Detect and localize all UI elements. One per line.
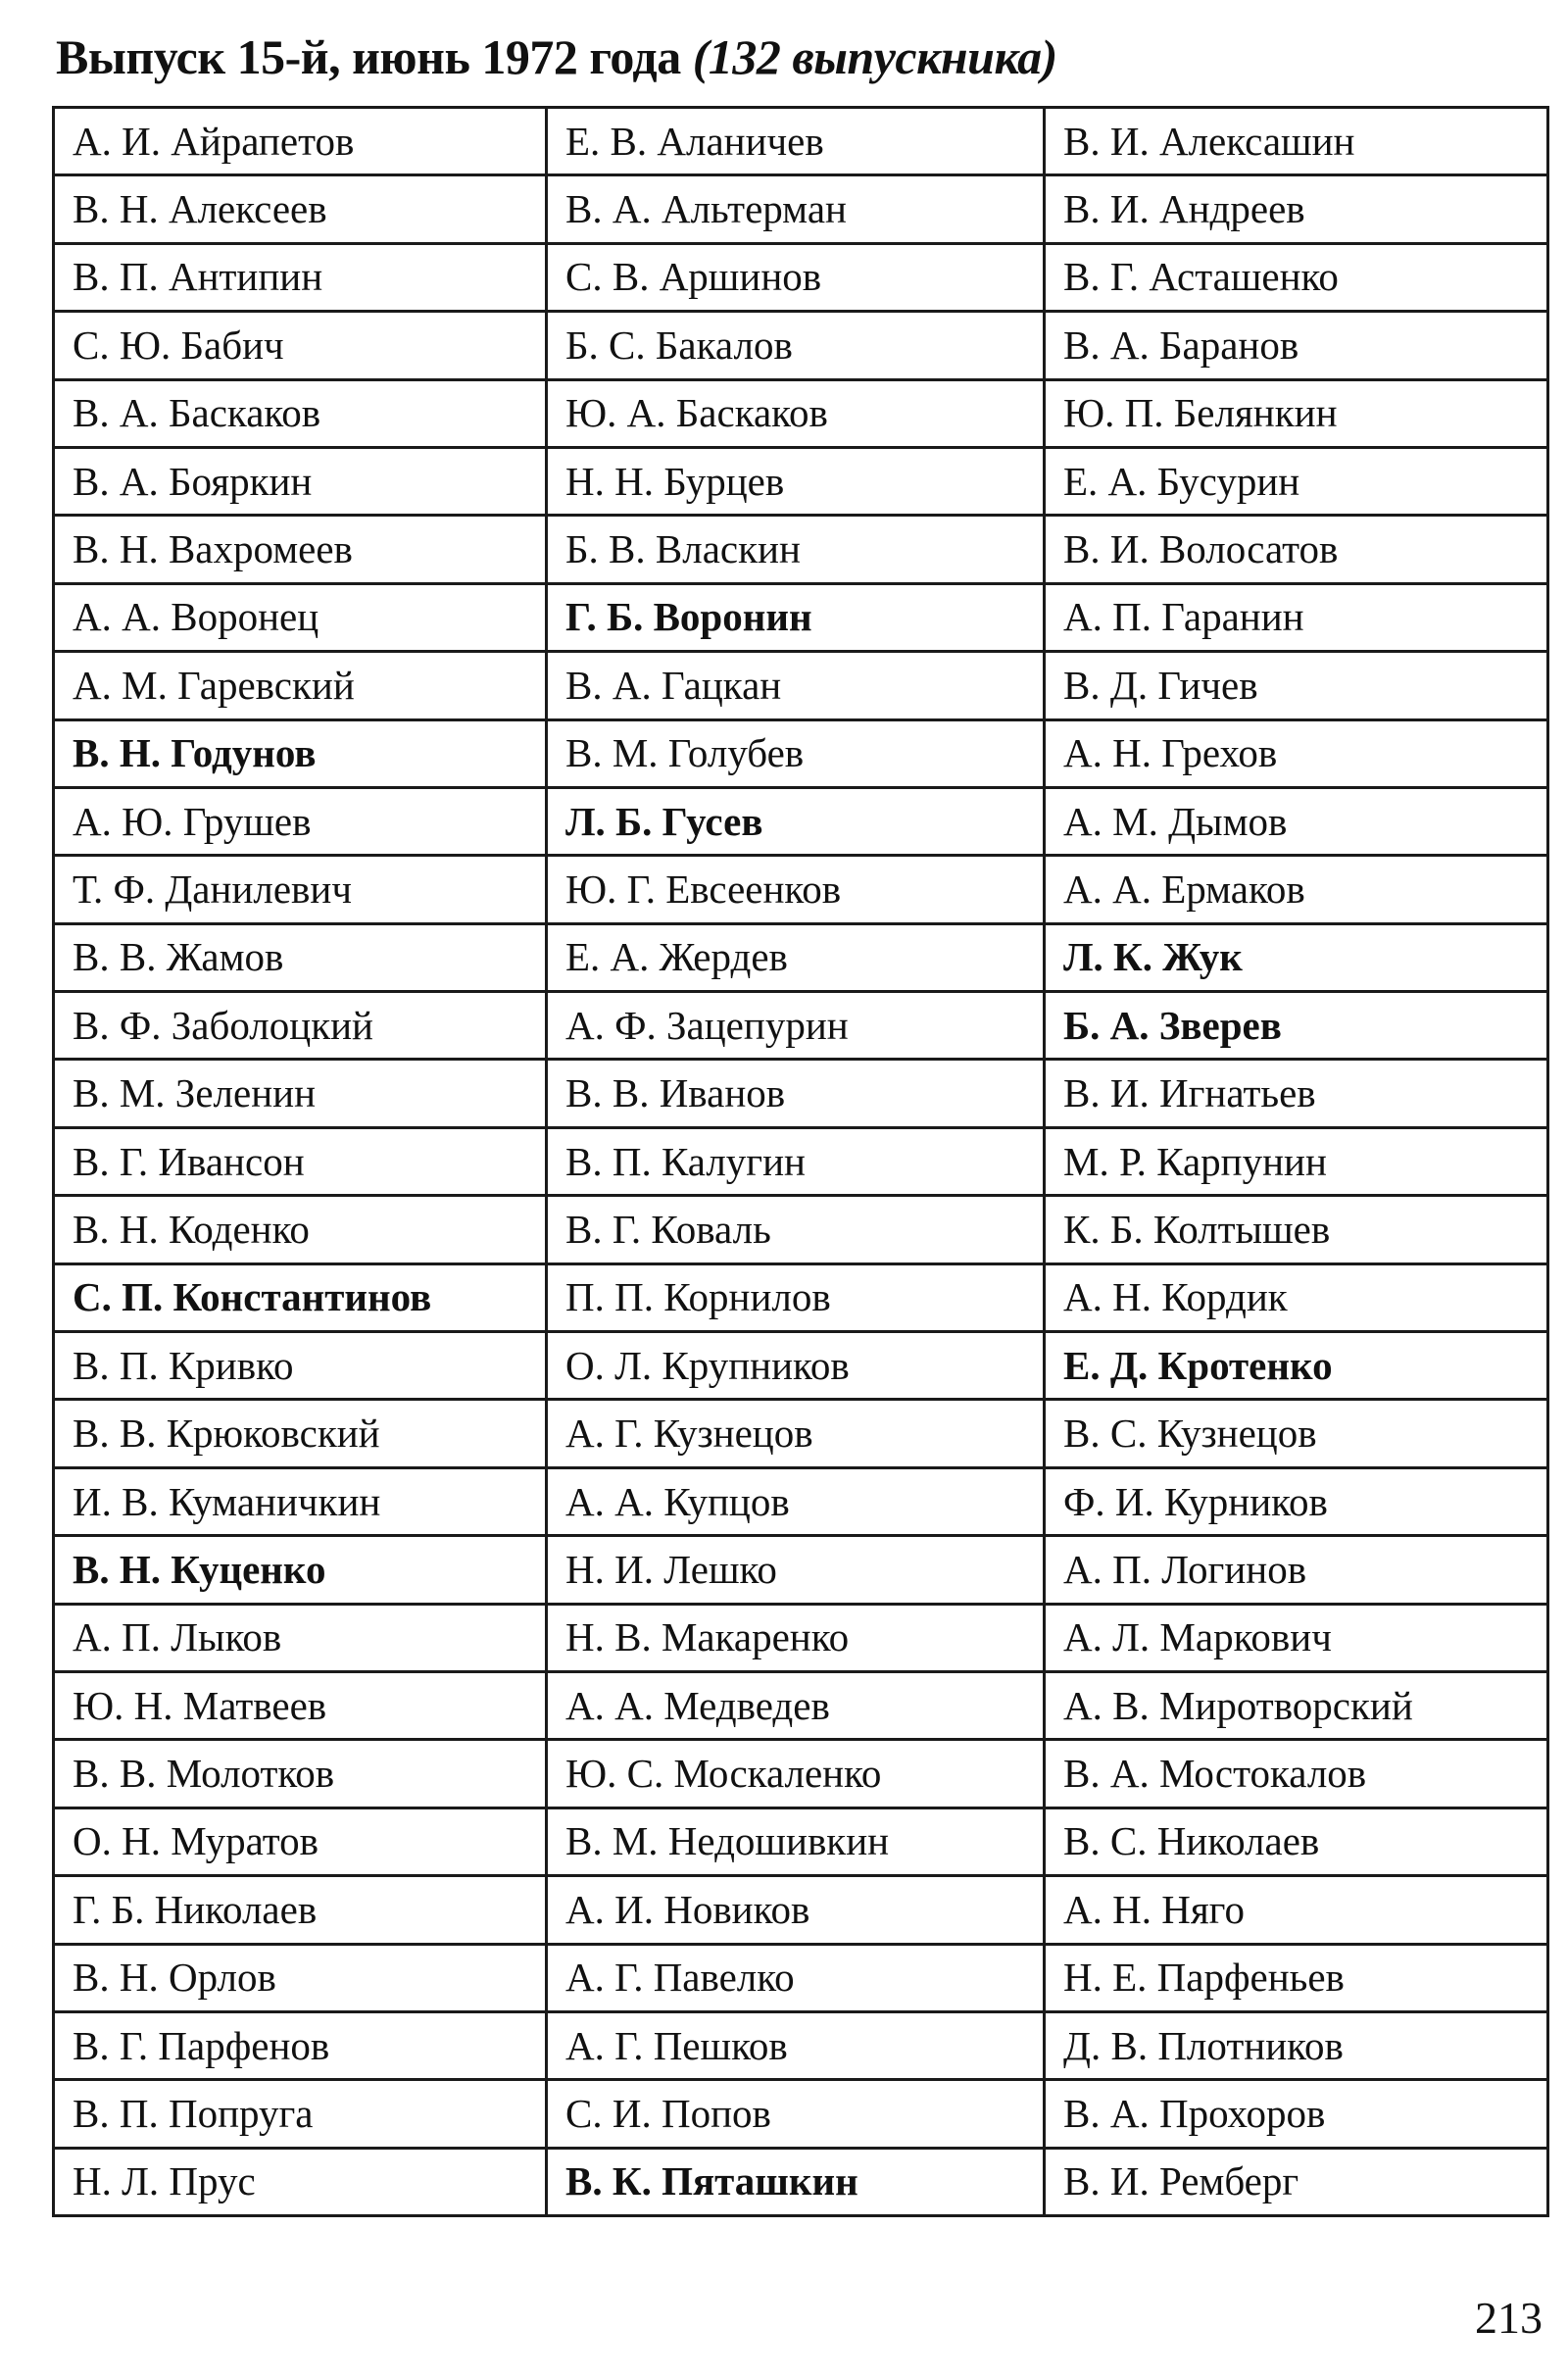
table-row [54,1263,1548,1331]
page-title [56,29,1057,86]
graduate-name-cell: В. А. Прохоров [1045,2080,1548,2148]
graduate-name-cell: Н. В. Макаренко [547,1604,1045,1671]
graduate-name-cell: А. А. Воронец [54,583,547,651]
graduate-name-cell: Ю. Г. Евсеенков [547,856,1045,923]
graduate-name-cell: А. Г. Кузнецов [547,1400,1045,1467]
graduate-name-cell: Ф. И. Курников [1045,1467,1548,1535]
graduate-name-cell: В. В. Крюковский [54,1400,547,1467]
graduate-name-cell: В. Н. Коденко [54,1196,547,1263]
graduate-name-cell: Е. Д. Кротенко [1045,1332,1548,1400]
graduate-name-cell: В. Н. Алексеев [54,175,547,243]
table-row [54,379,1548,447]
graduate-name-cell: С. И. Попов [547,2080,1045,2148]
graduate-name-cell: В. В. Иванов [547,1060,1045,1127]
table-row [54,2011,1548,2079]
graduate-name-cell: А. А. Ермаков [1045,856,1548,923]
graduate-name-cell: Н. Е. Парфеньев [1045,1944,1548,2011]
table-row [54,583,1548,651]
table-row [54,1536,1548,1604]
graduate-name-cell: Ю. Н. Матвеев [54,1671,547,1739]
table-row [54,992,1548,1060]
graduate-name-cell: Л. К. Жук [1045,923,1548,991]
graduate-name-cell: М. Р. Карпунин [1045,1127,1548,1195]
table-row [54,516,1548,583]
graduate-name-cell: В. И. Волосатов [1045,516,1548,583]
graduate-name-cell: О. Л. Крупников [547,1332,1045,1400]
table-row [54,447,1548,515]
table-row [54,1671,1548,1739]
title-main: Выпуск 15-й, июнь 1972 года [56,29,693,84]
graduate-name-cell: Б. В. Власкин [547,516,1045,583]
graduate-name-cell: Л. Б. Гусев [547,787,1045,855]
graduate-name-cell: Н. И. Лешко [547,1536,1045,1604]
graduate-name-cell: А. М. Дымов [1045,787,1548,855]
graduates-table [52,106,1549,2217]
graduate-name-cell: А. П. Лыков [54,1604,547,1671]
graduate-name-cell: В. С. Николаев [1045,1808,1548,1875]
table-row [54,175,1548,243]
graduate-name-cell: А. И. Новиков [547,1876,1045,1944]
table-row [54,312,1548,379]
graduate-name-cell: В. П. Кривко [54,1332,547,1400]
graduate-name-cell: А. Н. Няго [1045,1876,1548,1944]
graduate-name-cell: В. В. Молотков [54,1740,547,1808]
graduate-name-cell: В. А. Баскаков [54,379,547,447]
graduate-name-cell: Е. В. Аланичев [547,108,1045,175]
graduate-name-cell: П. П. Корнилов [547,1263,1045,1331]
graduate-name-cell: С. П. Константинов [54,1263,547,1331]
graduate-name-cell: В. М. Зеленин [54,1060,547,1127]
table-row [54,1127,1548,1195]
graduate-name-cell: В. И. Игнатьев [1045,1060,1548,1127]
graduate-name-cell: В. И. Ремберг [1045,2148,1548,2215]
graduate-name-cell: А. П. Логинов [1045,1536,1548,1604]
graduate-name-cell: С. Ю. Бабич [54,312,547,379]
table-row [54,1604,1548,1671]
table-row [54,1740,1548,1808]
graduate-name-cell: В. Г. Асташенко [1045,243,1548,311]
graduate-name-cell: В. К. Пяташкин [547,2148,1045,2215]
table-row [54,108,1548,175]
table-row [54,719,1548,787]
graduate-name-cell: В. Н. Орлов [54,1944,547,2011]
graduate-name-cell: О. Н. Муратов [54,1808,547,1875]
graduate-name-cell: А. А. Купцов [547,1467,1045,1535]
graduate-name-cell: Ю. П. Белянкин [1045,379,1548,447]
table-row [54,2080,1548,2148]
table-row [54,1196,1548,1263]
page-number: 213 [1475,2293,1543,2343]
graduate-name-cell: В. Н. Вахромеев [54,516,547,583]
graduate-name-cell: В. П. Калугин [547,1127,1045,1195]
graduate-name-cell: В. Г. Парфенов [54,2011,547,2079]
graduate-name-cell: Г. Б. Николаев [54,1876,547,1944]
graduate-name-cell: В. А. Баранов [1045,312,1548,379]
table-row [54,1808,1548,1875]
graduate-name-cell: К. Б. Колтышев [1045,1196,1548,1263]
graduate-name-cell: В. М. Голубев [547,719,1045,787]
graduate-name-cell: Н. Л. Прус [54,2148,547,2215]
graduate-name-cell: А. В. Миротворский [1045,1671,1548,1739]
graduate-name-cell: В. П. Попруга [54,2080,547,2148]
graduate-name-cell: Е. А. Бусурин [1045,447,1548,515]
graduate-name-cell: В. А. Бояркин [54,447,547,515]
table-row [54,1332,1548,1400]
table-row [54,652,1548,719]
title-subtitle: (132 выпускника) [692,29,1057,84]
graduate-name-cell: В. А. Альтерман [547,175,1045,243]
graduates-table-body [54,108,1548,2216]
graduate-name-cell: А. М. Гаревский [54,652,547,719]
table-row [54,1876,1548,1944]
table-row [54,1944,1548,2011]
graduate-name-cell: А. А. Медведев [547,1671,1045,1739]
graduate-name-cell: В. Г. Ивансон [54,1127,547,1195]
graduate-name-cell: С. В. Аршинов [547,243,1045,311]
graduate-name-cell: Н. Н. Бурцев [547,447,1045,515]
graduate-name-cell: В. С. Кузнецов [1045,1400,1548,1467]
graduate-name-cell: А. П. Гаранин [1045,583,1548,651]
graduate-name-cell: В. А. Гацкан [547,652,1045,719]
graduate-name-cell: Е. А. Жердев [547,923,1045,991]
graduate-name-cell: В. А. Мостокалов [1045,1740,1548,1808]
graduate-name-cell: А. Ю. Грушев [54,787,547,855]
table-row [54,2148,1548,2215]
graduate-name-cell: Ю. А. Баскаков [547,379,1045,447]
graduate-name-cell: А. Н. Грехов [1045,719,1548,787]
graduate-name-cell: Г. Б. Воронин [547,583,1045,651]
graduate-name-cell: В. В. Жамов [54,923,547,991]
table-row [54,856,1548,923]
graduate-name-cell: А. Г. Павелко [547,1944,1045,2011]
graduate-name-cell: А. Н. Кордик [1045,1263,1548,1331]
graduate-name-cell: А. Л. Маркович [1045,1604,1548,1671]
graduate-name-cell: В. Ф. Заболоцкий [54,992,547,1060]
graduate-name-cell: А. Ф. Зацепурин [547,992,1045,1060]
table-row [54,923,1548,991]
graduate-name-cell: Т. Ф. Данилевич [54,856,547,923]
graduate-name-cell: Б. С. Бакалов [547,312,1045,379]
graduate-name-cell: В. И. Андреев [1045,175,1548,243]
graduate-name-cell: А. И. Айрапетов [54,108,547,175]
graduate-name-cell: Б. А. Зверев [1045,992,1548,1060]
table-row [54,1467,1548,1535]
graduate-name-cell: В. И. Алексашин [1045,108,1548,175]
graduate-name-cell: В. Н. Годунов [54,719,547,787]
graduate-name-cell: А. Г. Пешков [547,2011,1045,2079]
graduate-name-cell: В. Д. Гичев [1045,652,1548,719]
graduate-name-cell: В. П. Антипин [54,243,547,311]
table-row [54,243,1548,311]
graduate-name-cell: И. В. Куманичкин [54,1467,547,1535]
table-row [54,787,1548,855]
graduate-name-cell: Д. В. Плотников [1045,2011,1548,2079]
table-row [54,1400,1548,1467]
graduate-name-cell: В. М. Недошивкин [547,1808,1045,1875]
table-row [54,1060,1548,1127]
graduate-name-cell: В. Г. Коваль [547,1196,1045,1263]
graduate-name-cell: Ю. С. Москаленко [547,1740,1045,1808]
graduate-name-cell: В. Н. Куценко [54,1536,547,1604]
